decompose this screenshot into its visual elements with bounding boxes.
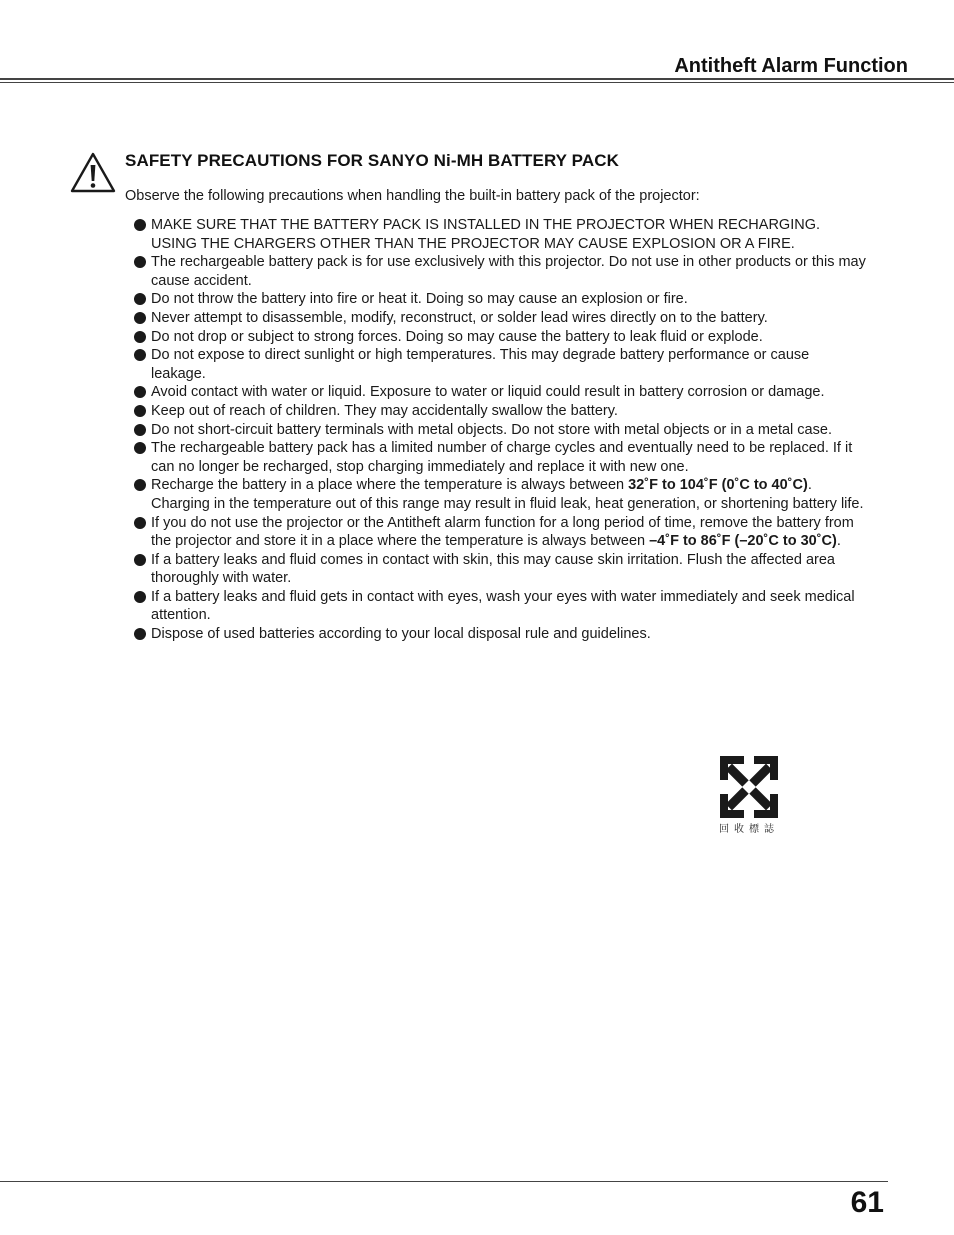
list-item-text: If you do not use the projector or the Antitheft alarm function for a long period of time, remove the battery from the projector and store it in a place where the temperature is always between xyxy=(151,514,854,550)
list-item-emphasis: –4˚F to 86˚F (–20˚C to 30˚C) xyxy=(649,533,837,550)
list-item xyxy=(132,328,867,347)
list-item-text: The rechargeable battery pack is for use exclusively with this projector. Do not use in other products or this may cause accident. xyxy=(151,254,866,289)
list-item-text: Recharge the battery in a place where the temperature is always between xyxy=(151,477,629,494)
footer-rule xyxy=(0,1181,888,1182)
bullet-icon xyxy=(134,424,146,436)
section-title: SAFETY PRECAUTIONS FOR SANYO Ni-MH BATTERY PACK xyxy=(125,151,619,170)
list-item xyxy=(132,346,867,383)
list-item-text-continued: . xyxy=(836,533,841,550)
list-item xyxy=(132,439,867,476)
list-item xyxy=(132,402,867,421)
list-item xyxy=(132,216,867,253)
bullet-icon xyxy=(134,293,146,305)
bullet-icon xyxy=(134,591,146,603)
list-item xyxy=(132,421,867,440)
list-item xyxy=(132,476,867,513)
bullet-icon xyxy=(134,628,146,640)
precautions-list xyxy=(132,216,867,644)
list-item-text: MAKE SURE THAT THE BATTERY PACK IS INSTALLED IN THE PROJECTOR WHEN RECHARGING. USING THE CHARGERS OTHER THAN THE PROJECTOR MAY CAUSE EXPLOSION OR A FIRE. xyxy=(151,217,821,252)
list-item-emphasis: 32˚F to 104˚F (0˚C to 40˚C) xyxy=(628,477,808,494)
list-item xyxy=(132,625,867,644)
section-intro: Observe the following precautions when handling the built-in battery pack of the projector: xyxy=(125,188,700,204)
list-item-text: Dispose of used batteries according to your local disposal rule and guidelines. xyxy=(151,626,651,643)
list-item-text: Keep out of reach of children. They may accidentally swallow the battery. xyxy=(151,402,618,419)
list-item xyxy=(132,514,867,551)
page-header-title: Antitheft Alarm Function xyxy=(674,55,908,77)
list-item-text: Do not expose to direct sunlight or high temperatures. This may degrade battery performance or cause leakage. xyxy=(151,347,810,382)
bullet-icon xyxy=(134,256,146,268)
list-item xyxy=(132,551,867,588)
bullet-icon xyxy=(134,331,146,343)
list-item-text: Do not throw the battery into fire or heat it. Doing so may cause an explosion or fire. xyxy=(151,291,688,308)
list-item xyxy=(132,588,867,625)
list-item-text: Avoid contact with water or liquid. Exposure to water or liquid could result in battery corrosion or damage. xyxy=(151,384,825,401)
warning-triangle-icon xyxy=(70,152,116,194)
bullet-icon xyxy=(134,405,146,417)
recycle-mark-label: 回收標誌 xyxy=(719,824,779,835)
list-item xyxy=(132,253,867,290)
page-number: 61 xyxy=(850,1186,884,1219)
list-item xyxy=(132,290,867,309)
list-item-text: Do not short-circuit battery terminals with metal objects. Do not store with metal objects or in a metal case. xyxy=(151,421,832,438)
bullet-icon xyxy=(134,349,146,361)
bullet-icon xyxy=(134,442,146,454)
list-item-text: Do not drop or subject to strong forces. Doing so may cause the battery to leak fluid or explode. xyxy=(151,328,763,345)
list-item xyxy=(132,309,867,328)
header-rule xyxy=(0,78,954,80)
recycle-mark-icon xyxy=(714,752,784,822)
bullet-icon xyxy=(134,386,146,398)
list-item-text: If a battery leaks and fluid gets in contact with eyes, wash your eyes with water immediately and seek medical attention. xyxy=(151,588,855,624)
list-item-text: The rechargeable battery pack has a limited number of charge cycles and eventually need to be replaced. If it can no longer be recharged, stop charging immediately and replace it with new one. xyxy=(151,440,853,475)
list-item xyxy=(132,383,867,402)
header-rule-thin xyxy=(0,82,954,83)
bullet-icon xyxy=(134,479,146,491)
bullet-icon xyxy=(134,554,146,566)
list-item-text: If a battery leaks and fluid comes in contact with skin, this may cause skin irritation. Flush the affected area thoroughly with water. xyxy=(151,551,835,587)
bullet-icon xyxy=(134,219,146,231)
list-item-text-continued: . Charging in the temperature out of this range may result in fluid leak, heat generation, or shortening battery life. xyxy=(151,477,864,512)
bullet-icon xyxy=(134,312,146,324)
list-item-text: Never attempt to disassemble, modify, reconstruct, or solder lead wires directly on to the battery. xyxy=(151,309,768,326)
bullet-icon xyxy=(134,517,146,529)
